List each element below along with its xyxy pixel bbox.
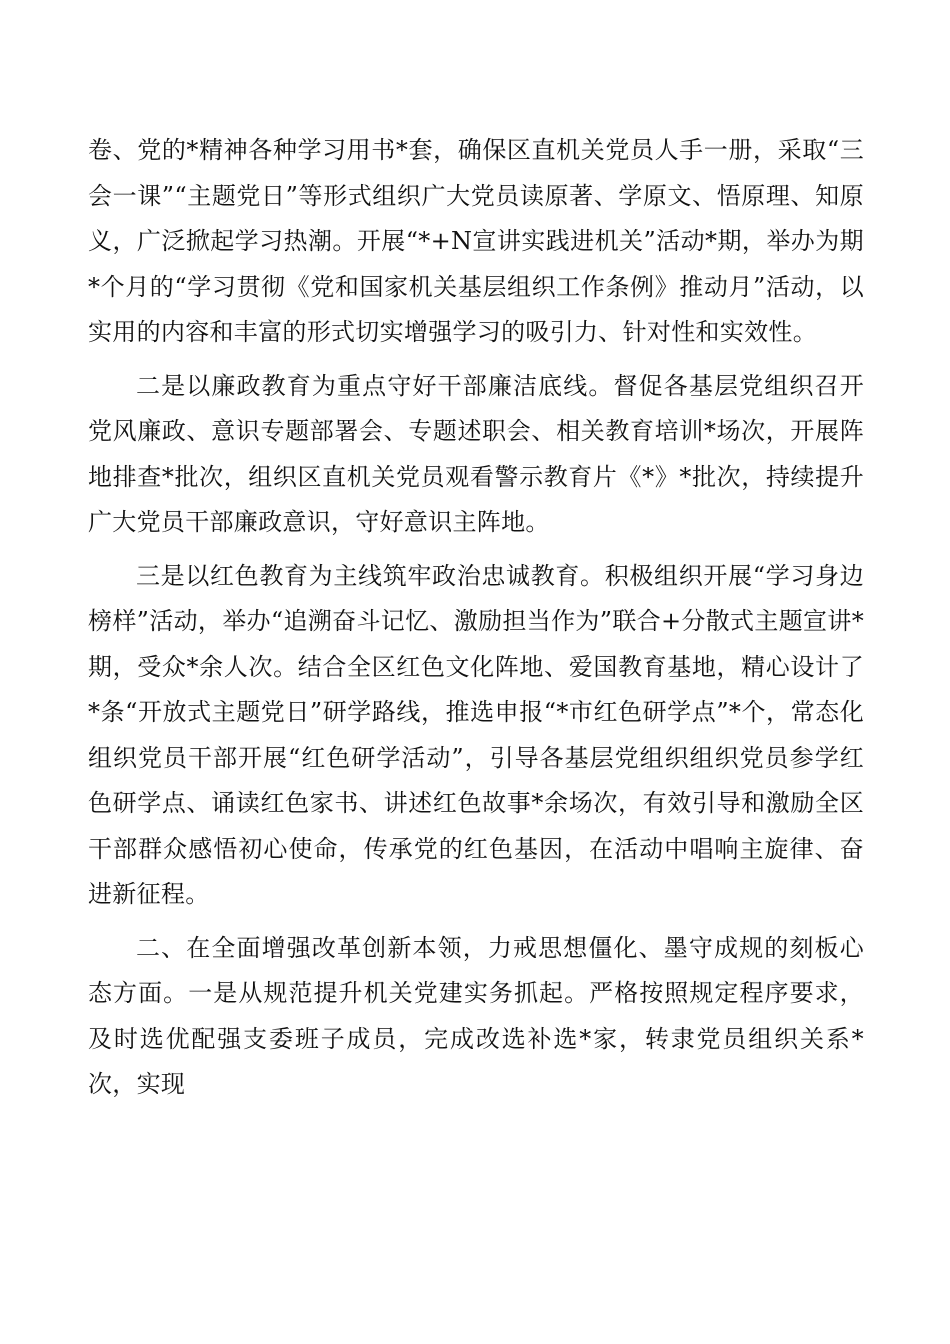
paragraph-4: 二、在全面增强改革创新本领，力戒思想僵化、墨守成规的刻板心态方面。一是从规范提升机关党建实务抓起。严格按照规定程序要求，及时选优配强支委班子成员，完成改选补选*家，转隶党员组织关系*次，实现 <box>88 933 864 1098</box>
document-body <box>88 128 864 1116</box>
paragraph-1: 卷、党的*精神各种学习用书*套，确保区直机关党员人手一册，采取“三会一课”“主题党日”等形式组织广大党员读原著、学原文、悟原理、知原义，广泛掀起学习热潮。开展“*+N宣讲实践进机关”活动*期，举办为期*个月的“学习贯彻《党和国家机关基层组织工作条例》推动月”活动，以实用的内容和丰富的形式切实增强学习的吸引力、针对性和实效性。 <box>88 136 864 346</box>
paragraph-2: 二是以廉政教育为重点守好干部廉洁底线。督促各基层党组织召开党风廉政、意识专题部署会、专题述职会、相关教育培训*场次，开展阵地排查*批次，组织区直机关党员观看警示教育片《*》*批次，持续提升广大党员干部廉政意识，守好意识主阵地。 <box>88 371 864 536</box>
paragraph-3: 三是以红色教育为主线筑牢政治忠诚教育。积极组织开展“学习身边榜样”活动，举办“追溯奋斗记忆、激励担当作为”联合+分散式主题宣讲*期，受众*余人次。结合全区红色文化阵地、爱国教育基地，精心设计了*条“开放式主题党日”研学路线，推选申报“*市红色研学点”*个，常态化组织党员干部开展“红色研学活动”，引导各基层党组织组织党员参学红色研学点、诵读红色家书、讲述红色故事*余场次，有效引导和激励全区干部群众感悟初心使命，传承党的红色基因，在活动中唱响主旋律、奋进新征程。 <box>88 561 864 908</box>
